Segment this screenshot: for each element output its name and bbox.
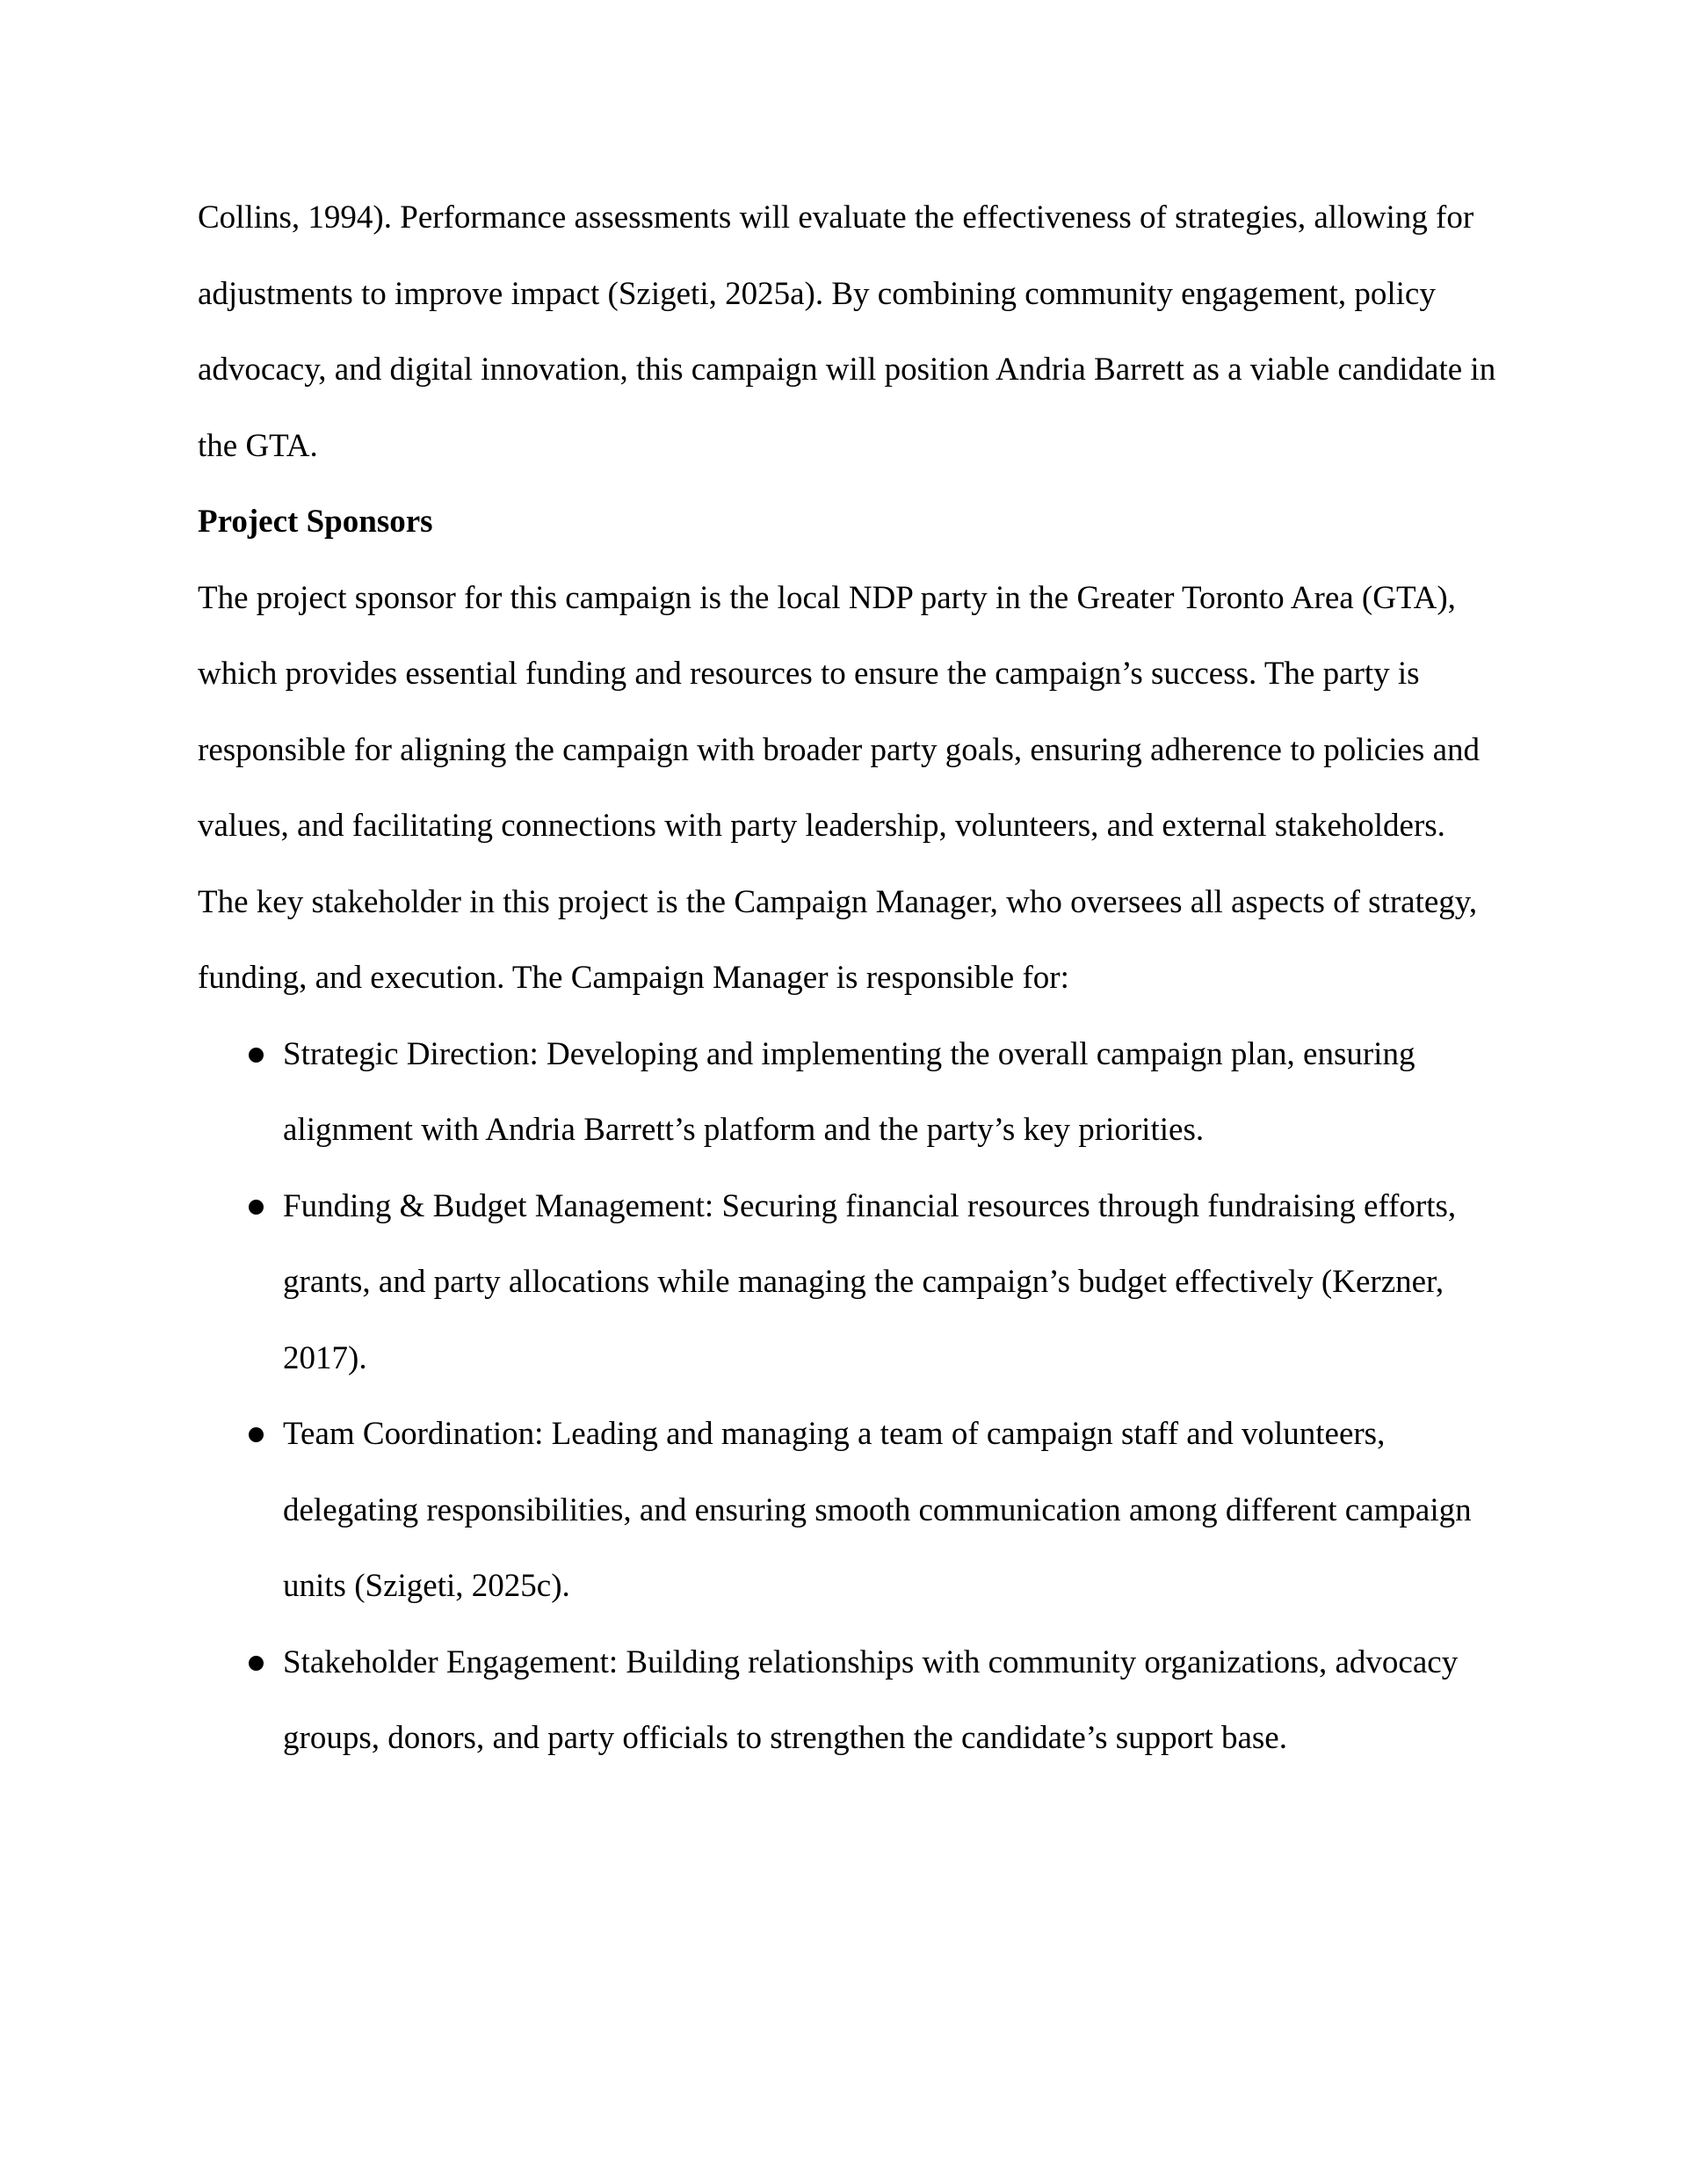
section-heading: Project Sponsors — [198, 504, 433, 540]
bullet-icon — [249, 1656, 264, 1671]
list-item — [283, 1397, 1507, 1625]
bullet-icon — [249, 1200, 264, 1215]
list-item — [283, 1625, 1507, 1777]
list-item — [283, 1169, 1507, 1397]
bullet-icon — [249, 1048, 264, 1063]
intro-paragraph: Collins, 1994). Performance assessments will evaluate the effectiveness of strategies, allowing for adjustments to improve impact (Szigeti, 2025a). By combining community engagement, policy advocacy, and digital innovation, this campaign will position Andria Barrett as a viable candidate in the GTA. — [198, 200, 1496, 464]
list-item-text: Strategic Direction: Developing and implementing the overall campaign plan, ensuring alignment with Andria Barrett’s platform and the party’s key priorities. — [283, 1035, 1415, 1148]
document-page — [198, 180, 1507, 1777]
list-item-text: Funding & Budget Management: Securing financial resources through fundraising efforts, grants, and party allocations while managing the campaign’s budget effectively (Kerzner, 2017). — [283, 1187, 1457, 1376]
sponsor-paragraph: The project sponsor for this campaign is the local NDP party in the Greater Toronto Area (GTA), which provides essential funding and resources to ensure the campaign’s success. The party is responsible for aligning the campaign with broader party goals, ensuring adherence to policies and values, and facilitating connections with party leadership, volunteers, and external stakeholders. — [198, 579, 1480, 844]
list-item-text: Team Coordination: Leading and managing a team of campaign staff and volunteers, delegating responsibilities, and ensuring smooth communication among different campaign units (Szigeti, 2025c). — [283, 1416, 1472, 1604]
responsibilities-list — [198, 1017, 1507, 1777]
list-item-text: Stakeholder Engagement: Building relationships with community organizations, advocacy groups, donors, and party officials to strengthen the candidate’s support base. — [283, 1643, 1459, 1756]
stakeholder-paragraph: The key stakeholder in this project is the Campaign Manager, who oversees all aspects of strategy, funding, and execution. The Campaign Manager is responsible for: — [198, 883, 1478, 996]
list-item — [283, 1017, 1507, 1169]
bullet-icon — [249, 1427, 264, 1442]
